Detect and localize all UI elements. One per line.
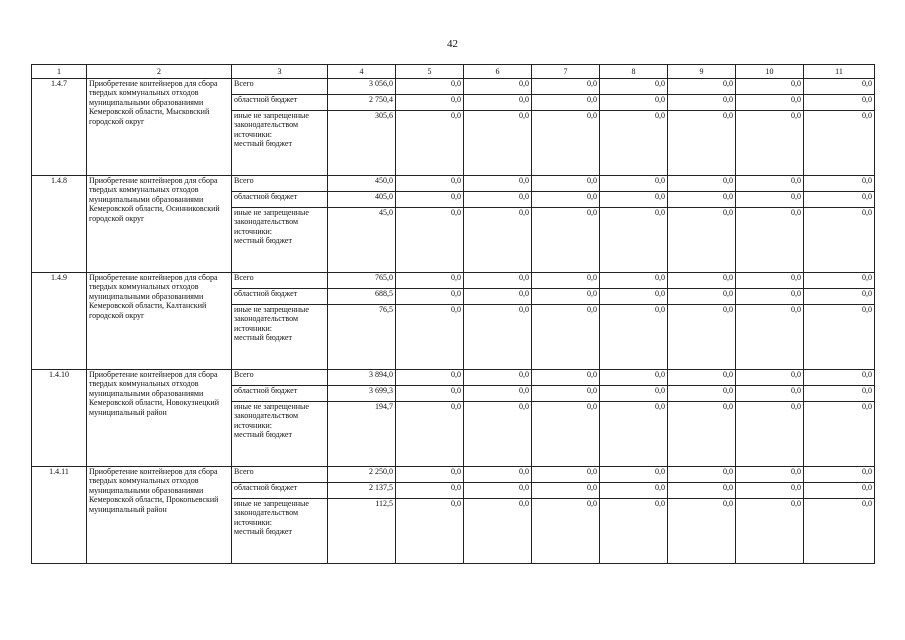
value-cell: 0,0 bbox=[668, 483, 736, 499]
column-header: 1 bbox=[32, 65, 87, 79]
value-total: 3 894,0 bbox=[328, 370, 396, 386]
source-other: иные не запрещенные законодательством источники: bbox=[234, 402, 309, 430]
row-description: Приобретение контейнеров для сбора твердых коммунальных отходов муниципальными образованиями Кемеровской области, Осинниковский городской округ bbox=[87, 176, 232, 273]
source-other: иные не запрещенные законодательством источники: bbox=[234, 499, 309, 527]
value-cell: 0,0 bbox=[464, 370, 532, 386]
column-header: 7 bbox=[532, 65, 600, 79]
value-cell: 0,0 bbox=[804, 499, 875, 564]
source-regional: областной бюджет bbox=[232, 289, 328, 305]
column-header: 3 bbox=[232, 65, 328, 79]
value-cell: 0,0 bbox=[464, 386, 532, 402]
value-cell: 0,0 bbox=[464, 483, 532, 499]
value-cell: 0,0 bbox=[532, 499, 600, 564]
value-cell: 0,0 bbox=[736, 370, 804, 386]
value-cell: 0,0 bbox=[464, 95, 532, 111]
source-total: Всего bbox=[232, 467, 328, 483]
value-cell: 0,0 bbox=[804, 483, 875, 499]
source-other: иные не запрещенные законодательством источники: bbox=[234, 208, 309, 236]
value-cell: 0,0 bbox=[600, 176, 668, 192]
column-header: 11 bbox=[804, 65, 875, 79]
value-cell: 0,0 bbox=[532, 273, 600, 289]
row-description: Приобретение контейнеров для сбора твердых коммунальных отходов муниципальными образованиями Кемеровской области, Новокузнецкий муниципальный район bbox=[87, 370, 232, 467]
value-cell: 0,0 bbox=[532, 386, 600, 402]
value-cell: 0,0 bbox=[396, 208, 464, 273]
value-cell: 0,0 bbox=[396, 402, 464, 467]
source-regional: областной бюджет bbox=[232, 95, 328, 111]
value-cell: 0,0 bbox=[668, 386, 736, 402]
value-cell: 0,0 bbox=[600, 370, 668, 386]
value-cell: 0,0 bbox=[396, 176, 464, 192]
row-code: 1.4.9 bbox=[32, 273, 87, 370]
source-regional: областной бюджет bbox=[232, 483, 328, 499]
value-cell: 0,0 bbox=[396, 111, 464, 176]
value-cell: 0,0 bbox=[600, 499, 668, 564]
source-other-cell bbox=[232, 111, 328, 176]
value-cell: 0,0 bbox=[668, 289, 736, 305]
value-cell: 0,0 bbox=[736, 467, 804, 483]
value-cell: 0,0 bbox=[600, 402, 668, 467]
value-cell: 0,0 bbox=[736, 273, 804, 289]
value-cell: 0,0 bbox=[736, 402, 804, 467]
value-regional: 688,5 bbox=[328, 289, 396, 305]
value-cell: 0,0 bbox=[600, 273, 668, 289]
value-cell: 0,0 bbox=[600, 95, 668, 111]
value-cell: 0,0 bbox=[464, 79, 532, 95]
value-regional: 2 750,4 bbox=[328, 95, 396, 111]
value-cell: 0,0 bbox=[396, 273, 464, 289]
row-description: Приобретение контейнеров для сбора твердых коммунальных отходов муниципальными образованиями Кемеровской области, Прокопьевский муниципальный район bbox=[87, 467, 232, 564]
value-cell: 0,0 bbox=[668, 95, 736, 111]
source-total: Всего bbox=[232, 370, 328, 386]
value-local: 112,5 bbox=[328, 499, 396, 564]
value-regional: 3 699,3 bbox=[328, 386, 396, 402]
value-cell: 0,0 bbox=[600, 483, 668, 499]
value-cell: 0,0 bbox=[600, 79, 668, 95]
value-cell: 0,0 bbox=[804, 95, 875, 111]
value-cell: 0,0 bbox=[464, 208, 532, 273]
row-description: Приобретение контейнеров для сбора твердых коммунальных отходов муниципальными образованиями Кемеровской области, Калтанский городской округ bbox=[87, 273, 232, 370]
value-cell: 0,0 bbox=[668, 402, 736, 467]
source-other-cell bbox=[232, 402, 328, 467]
page-number: 42 bbox=[447, 38, 458, 50]
value-cell: 0,0 bbox=[464, 289, 532, 305]
source-local: местный бюджет bbox=[234, 430, 292, 440]
value-cell: 0,0 bbox=[396, 499, 464, 564]
budget-table bbox=[31, 64, 875, 564]
row-code: 1.4.8 bbox=[32, 176, 87, 273]
value-cell: 0,0 bbox=[668, 192, 736, 208]
source-other-cell bbox=[232, 208, 328, 273]
value-cell: 0,0 bbox=[396, 370, 464, 386]
value-cell: 0,0 bbox=[396, 289, 464, 305]
column-header: 10 bbox=[736, 65, 804, 79]
value-cell: 0,0 bbox=[396, 95, 464, 111]
value-cell: 0,0 bbox=[532, 370, 600, 386]
value-cell: 0,0 bbox=[532, 192, 600, 208]
value-cell: 0,0 bbox=[464, 273, 532, 289]
source-other-cell bbox=[232, 499, 328, 564]
value-cell: 0,0 bbox=[532, 176, 600, 192]
value-cell: 0,0 bbox=[736, 176, 804, 192]
value-cell: 0,0 bbox=[600, 289, 668, 305]
value-cell: 0,0 bbox=[668, 499, 736, 564]
row-code: 1.4.11 bbox=[32, 467, 87, 564]
source-total: Всего bbox=[232, 273, 328, 289]
value-cell: 0,0 bbox=[532, 79, 600, 95]
value-total: 2 250,0 bbox=[328, 467, 396, 483]
value-cell: 0,0 bbox=[532, 483, 600, 499]
value-cell: 0,0 bbox=[464, 402, 532, 467]
value-cell: 0,0 bbox=[600, 386, 668, 402]
value-cell: 0,0 bbox=[600, 192, 668, 208]
value-cell: 0,0 bbox=[736, 208, 804, 273]
table-row bbox=[32, 370, 875, 386]
value-cell: 0,0 bbox=[532, 208, 600, 273]
column-header: 9 bbox=[668, 65, 736, 79]
value-cell: 0,0 bbox=[804, 111, 875, 176]
value-local: 76,5 bbox=[328, 305, 396, 370]
value-cell: 0,0 bbox=[600, 305, 668, 370]
source-total: Всего bbox=[232, 79, 328, 95]
source-other: иные не запрещенные законодательством источники: bbox=[234, 305, 309, 333]
column-header: 8 bbox=[600, 65, 668, 79]
value-cell: 0,0 bbox=[804, 386, 875, 402]
value-cell: 0,0 bbox=[668, 467, 736, 483]
value-cell: 0,0 bbox=[532, 95, 600, 111]
value-cell: 0,0 bbox=[804, 208, 875, 273]
source-local: местный бюджет bbox=[234, 236, 292, 246]
value-cell: 0,0 bbox=[396, 483, 464, 499]
value-cell: 0,0 bbox=[804, 176, 875, 192]
value-cell: 0,0 bbox=[396, 192, 464, 208]
row-description: Приобретение контейнеров для сбора твердых коммунальных отходов муниципальными образованиями Кемеровской области, Мысковский городской округ bbox=[87, 79, 232, 176]
table-row bbox=[32, 273, 875, 289]
value-cell: 0,0 bbox=[668, 370, 736, 386]
value-cell: 0,0 bbox=[532, 289, 600, 305]
source-local: местный бюджет bbox=[234, 527, 292, 537]
value-cell: 0,0 bbox=[600, 467, 668, 483]
value-cell: 0,0 bbox=[804, 370, 875, 386]
value-cell: 0,0 bbox=[668, 305, 736, 370]
value-cell: 0,0 bbox=[396, 79, 464, 95]
value-total: 765,0 bbox=[328, 273, 396, 289]
value-cell: 0,0 bbox=[396, 305, 464, 370]
value-cell: 0,0 bbox=[600, 111, 668, 176]
value-cell: 0,0 bbox=[804, 402, 875, 467]
value-cell: 0,0 bbox=[804, 192, 875, 208]
table-row bbox=[32, 176, 875, 192]
value-cell: 0,0 bbox=[668, 176, 736, 192]
value-regional: 2 137,5 bbox=[328, 483, 396, 499]
value-cell: 0,0 bbox=[396, 467, 464, 483]
table-body bbox=[32, 79, 875, 564]
source-local: местный бюджет bbox=[234, 333, 292, 343]
value-cell: 0,0 bbox=[736, 305, 804, 370]
source-other: иные не запрещенные законодательством источники: bbox=[234, 111, 309, 139]
value-cell: 0,0 bbox=[668, 79, 736, 95]
value-cell: 0,0 bbox=[804, 305, 875, 370]
value-cell: 0,0 bbox=[736, 386, 804, 402]
value-cell: 0,0 bbox=[736, 289, 804, 305]
value-cell: 0,0 bbox=[464, 176, 532, 192]
value-cell: 0,0 bbox=[804, 289, 875, 305]
source-local: местный бюджет bbox=[234, 139, 292, 149]
value-cell: 0,0 bbox=[736, 499, 804, 564]
source-other-cell bbox=[232, 305, 328, 370]
header-row bbox=[32, 65, 875, 79]
value-cell: 0,0 bbox=[736, 111, 804, 176]
value-total: 450,0 bbox=[328, 176, 396, 192]
value-cell: 0,0 bbox=[532, 467, 600, 483]
value-cell: 0,0 bbox=[532, 305, 600, 370]
value-cell: 0,0 bbox=[804, 467, 875, 483]
value-cell: 0,0 bbox=[736, 79, 804, 95]
value-local: 45,0 bbox=[328, 208, 396, 273]
value-cell: 0,0 bbox=[464, 192, 532, 208]
column-header: 6 bbox=[464, 65, 532, 79]
value-cell: 0,0 bbox=[464, 467, 532, 483]
value-cell: 0,0 bbox=[736, 192, 804, 208]
row-code: 1.4.7 bbox=[32, 79, 87, 176]
value-cell: 0,0 bbox=[600, 208, 668, 273]
row-code: 1.4.10 bbox=[32, 370, 87, 467]
value-cell: 0,0 bbox=[464, 499, 532, 564]
column-header: 4 bbox=[328, 65, 396, 79]
value-cell: 0,0 bbox=[532, 111, 600, 176]
column-header: 2 bbox=[87, 65, 232, 79]
value-cell: 0,0 bbox=[804, 273, 875, 289]
value-cell: 0,0 bbox=[464, 305, 532, 370]
value-cell: 0,0 bbox=[464, 111, 532, 176]
value-cell: 0,0 bbox=[532, 402, 600, 467]
value-cell: 0,0 bbox=[804, 79, 875, 95]
source-total: Всего bbox=[232, 176, 328, 192]
source-regional: областной бюджет bbox=[232, 192, 328, 208]
source-regional: областной бюджет bbox=[232, 386, 328, 402]
value-cell: 0,0 bbox=[668, 111, 736, 176]
value-local: 305,6 bbox=[328, 111, 396, 176]
table-row bbox=[32, 79, 875, 95]
value-regional: 405,0 bbox=[328, 192, 396, 208]
value-total: 3 056,0 bbox=[328, 79, 396, 95]
value-cell: 0,0 bbox=[396, 386, 464, 402]
table-row bbox=[32, 467, 875, 483]
value-cell: 0,0 bbox=[736, 95, 804, 111]
value-local: 194,7 bbox=[328, 402, 396, 467]
value-cell: 0,0 bbox=[668, 273, 736, 289]
value-cell: 0,0 bbox=[736, 483, 804, 499]
column-header: 5 bbox=[396, 65, 464, 79]
value-cell: 0,0 bbox=[668, 208, 736, 273]
